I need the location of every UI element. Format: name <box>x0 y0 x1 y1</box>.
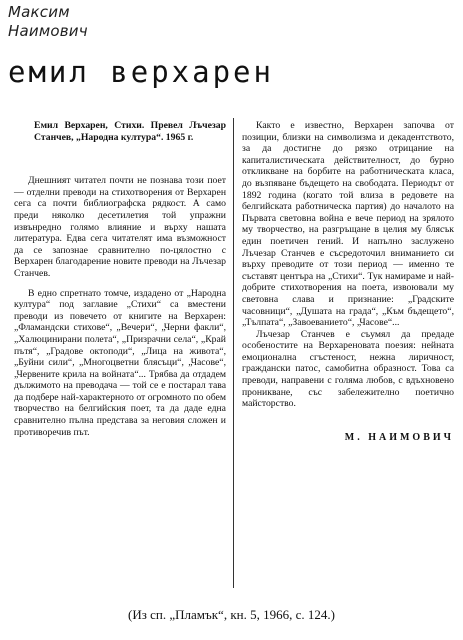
left-paragraph-2: В едно спретнато томче, издадено от „Народна култура“ под заглавие „Стихи“ са вместени преводи из повечето от книгите на Верхарен: „Фламандски стихове“, „Вечери“, „Черни факли“, „Халюцинирани полета“, „Призрачни села“, „Край пътя“, „Градове октоподи“, „Лица на живота“, „Буйни сили“, „Многоцветни блясъци“, „Часове“, „Червените крила на войната“... Трябва да отдадем дължимото на преводача — той се е постарал тава да подбере най-характерното от огромното по обем творчество на белгийския поет, та да даде една сравнително пълна представа за неговия сложен и противоречив път. <box>14 287 226 438</box>
article-title: емил верхарен <box>8 55 274 89</box>
left-paragraph-1: Днешният читател почти не познава този поет — отделни преводи на стихотворения от Верхарен сега са почти библиографска рядкост. А само преди няколко десетилетия той упражни извънредно голямо влияние и върху нашата литература. Едва сега читателят има възможност да се запознае сравнително по-цялостно с Верхарен благодарение новите преводи на Лъчезар Станчев. <box>14 175 226 279</box>
right-paragraph-2: Лъчезар Станчев е съумял да предаде особеностите на Верхареновата поезия: нейната емоционална сгъстеност, нежна лиричност, граждански патос, самобитна образност. Това са преводи, направени с голяма любов, с вдъхновено проникване, със забележително поетично майсторство. <box>242 328 454 410</box>
right-column <box>242 120 454 443</box>
bibliographic-note: Емил Верхарен, Стихи. Превел Лъчезар Станчев, „Народна култура“. 1965 г. <box>34 120 226 143</box>
left-column <box>14 120 226 438</box>
right-paragraph-1: Както е известно, Верхарен започва от позиции, близки на символизма и декадентството, за да достигне до рязко отрицание на капиталистическата действителност, до бурно откликване на борбите на работническата класа, до възпяване бъдещето на свободата. Периодът от 1892 година (когато той влиза в редовете на белгийската работническа партия) до началото на Първата световна война е вече период на зрялото му творчество, на разгръщане в целия му блясък един поетичен гений. И напълно заслужено Лъчезар Станчев е съсредоточил вниманието си върху преводите от този период — именно те съставят центъра на „Стихи“. Тук намираме и най-добрите стихотворения на поета, извоювали му световна слава и признание: „Градските часовници“, „Душата на града“, „Към бъдещето“, „Тълпата“, „Завоеванието“, „Часове“... <box>242 120 454 329</box>
column-divider <box>233 118 234 588</box>
source-citation: (Из сп. „Пламък“, кн. 5, 1966, с. 124.) <box>128 607 335 622</box>
handwritten-author-first-name: Максим <box>8 3 70 21</box>
handwritten-author-last-name: Наимович <box>8 22 88 40</box>
signature: М. НАИМОВИЧ <box>344 431 454 443</box>
